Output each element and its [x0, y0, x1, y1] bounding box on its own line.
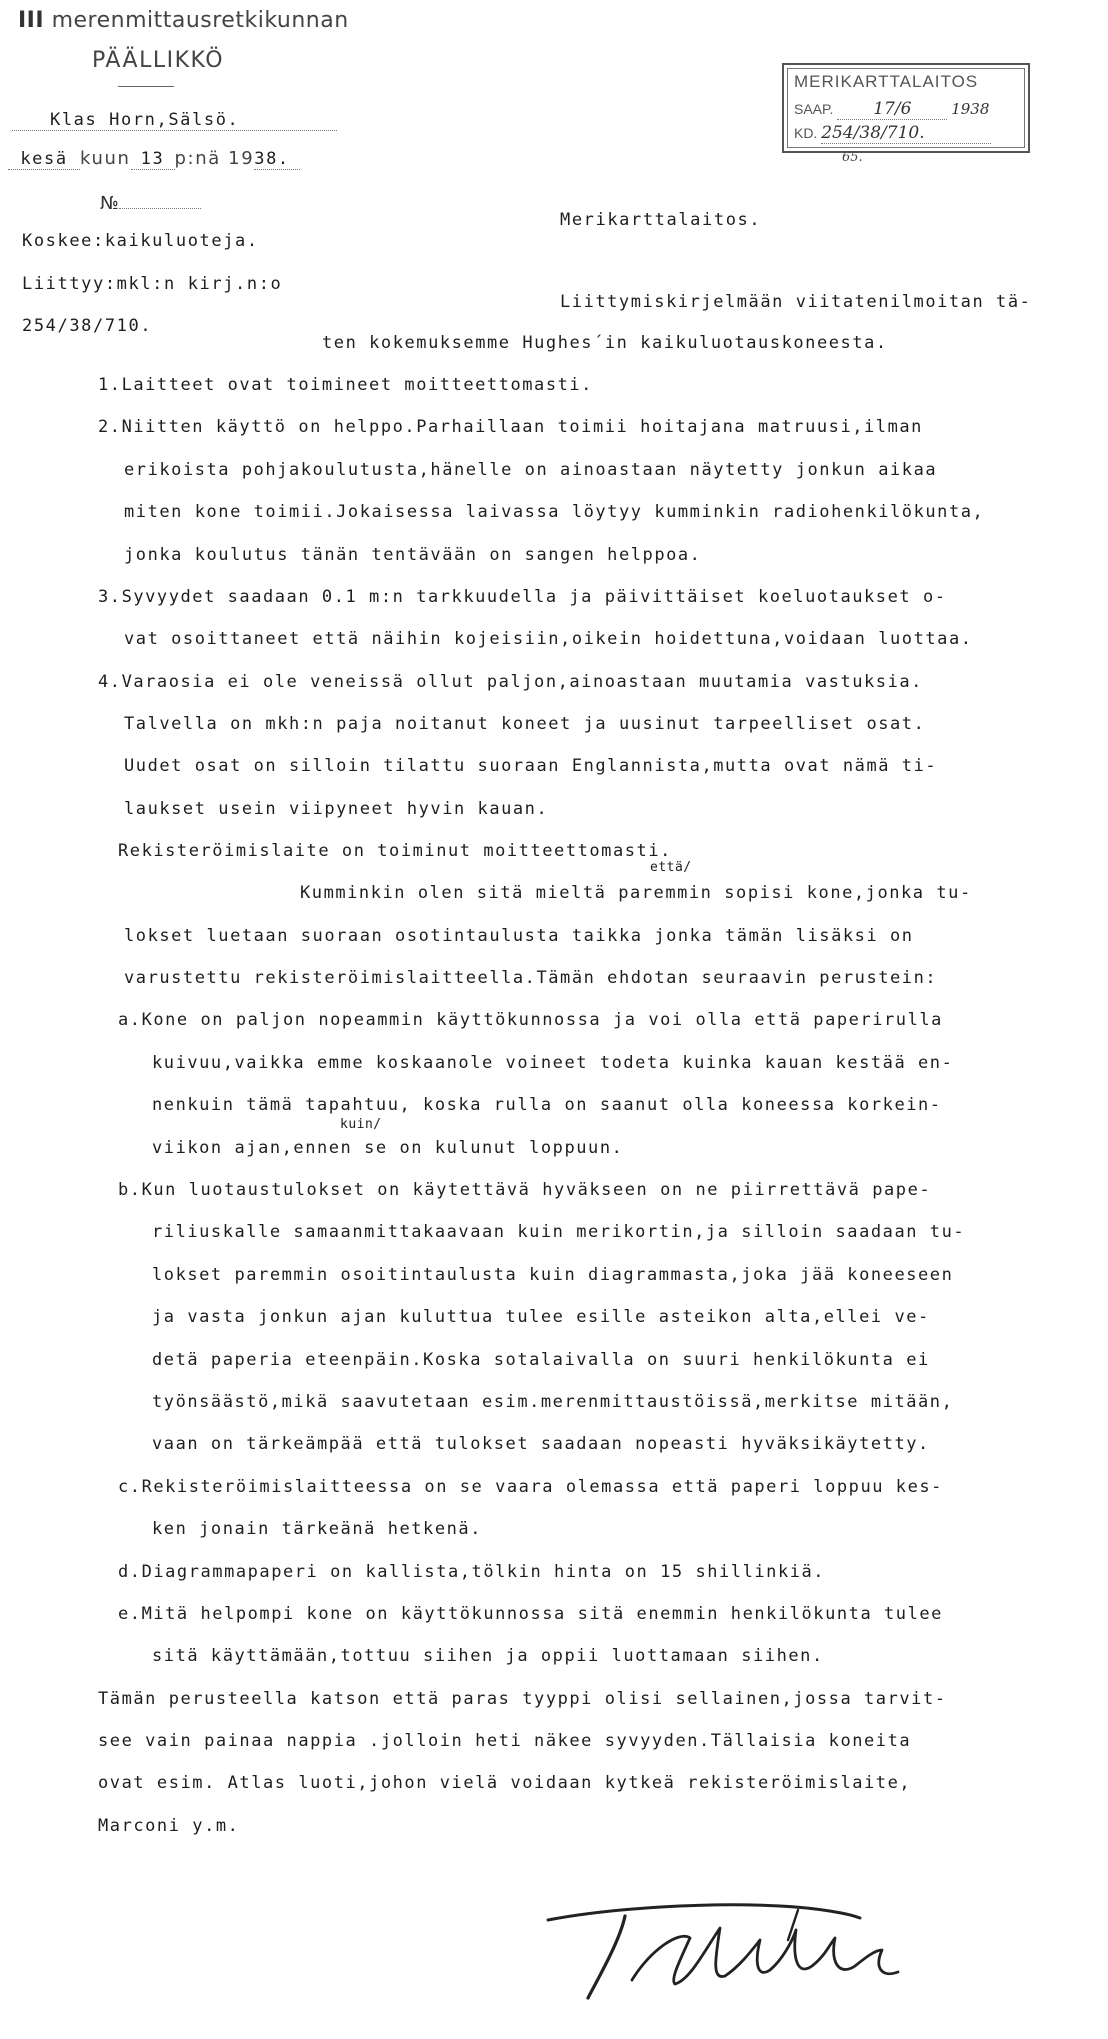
- body-line: a.Kone on paljon nopeammin käyttökunnossa ja voi olla että paperirulla: [118, 1010, 943, 1030]
- body-line: detä paperia eteenpäin.Koska sotalaivalla on suuri henkilökunta ei: [152, 1350, 930, 1370]
- body-line: Talvella on mkh:n paja noitanut koneet ja uusinut tarpeelliset osat.: [124, 714, 926, 734]
- letterhead-place: [12, 110, 337, 131]
- body-line: ten kokemuksemme Hughes´in kaikuluotauskoneesta.: [322, 333, 888, 353]
- body-line: ken jonain tärkeänä hetkenä.: [152, 1519, 482, 1539]
- letterhead-date: [8, 148, 300, 170]
- date-month: kesä: [8, 149, 80, 170]
- body-line: Rekisteröimislaite on toiminut moitteettomasti.: [118, 841, 672, 861]
- body-line: d.Diagrammapaperi on kallista,tölkin hinta on 15 shillinkiä.: [118, 1562, 826, 1582]
- date-pna-label: p:nä 19: [174, 148, 255, 169]
- body-line: Uudet osat on silloin tilattu suoraan Englannista,mutta ovat nämä ti-: [124, 756, 938, 776]
- body-line: erikoista pohjakoulutusta,hänelle on ainoastaan näytetty jonkun aikaa: [124, 460, 938, 480]
- date-day: 13: [131, 149, 175, 170]
- body-line: laukset usein viipyneet hyvin kauan.: [124, 799, 549, 819]
- body-line: see vain painaa nappia .jolloin heti näkee syvyyden.Tällaisia koneita: [98, 1731, 912, 1751]
- body-line: vat osoittaneet että näihin kojeisiin,oikein hoidettuna,voidaan luottaa.: [124, 629, 973, 649]
- body-line: 1.Laitteet ovat toimineet moitteettomasti.: [98, 375, 593, 395]
- body-line: Liittymiskirjelmään viitatenilmoitan tä-: [560, 292, 1032, 312]
- body-line: lokset luetaan suoraan osotintaulusta taikka jonka tämän lisäksi on: [124, 926, 914, 946]
- body-line: c.Rekisteröimislaitteessa on se vaara olemassa että paperi loppuu kes-: [118, 1477, 943, 1497]
- body-line: 2.Niitten käyttö on helppo.Parhaillaan toimii hoitajana matruusi,ilman: [98, 417, 923, 437]
- number-label: №: [100, 193, 119, 214]
- body-line: 3.Syvyydet saadaan 0.1 m:n tarkkuudella ja päivittäiset koeluotaukset o-: [98, 587, 947, 607]
- document-number: [100, 193, 201, 214]
- body-line: b.Kun luotaustulokset on käytettävä hyväkseen on ne piirrettävä pape-: [118, 1180, 932, 1200]
- body-line: ovat esim. Atlas luoti,johon vielä voidaan kytkeä rekisteröimislaite,: [98, 1773, 912, 1793]
- stamp-note: 65.: [842, 150, 863, 165]
- related-reference: Liittyy:mkl:n kirj.n:o: [22, 274, 283, 294]
- body-line: riliuskalle samaanmittakaavaan kuin merikortin,ja silloin saadaan tu-: [152, 1222, 966, 1242]
- date-year: 38.: [254, 149, 300, 170]
- letterhead-ornament: [118, 86, 174, 87]
- body-line: sitä käyttämään,tottuu siihen ja oppii luottamaan siihen.: [152, 1646, 824, 1666]
- interlinear-insertion: kuin/: [340, 1117, 382, 1132]
- interlinear-insertion: että/: [650, 860, 692, 875]
- stamp-kd-label: KD.: [794, 125, 818, 141]
- letterhead-title: PÄÄLLIKKÖ: [92, 48, 225, 73]
- body-line: vaan on tärkeämpää että tulokset saadaan nopeasti hyväksikäytetty.: [152, 1434, 930, 1454]
- body-line: Tämän perusteella katson että paras tyyppi olisi sellainen,jossa tarvit-: [98, 1689, 947, 1709]
- body-line: työnsäästö,mikä saavutetaan esim.merenmittaustöissä,merkitse mitään,: [152, 1392, 954, 1412]
- body-line: nenkuin tämä tapahtuu, koska rulla on saanut olla koneessa korkein-: [152, 1095, 942, 1115]
- place-text: Klas Horn,Sälsö.: [50, 110, 240, 130]
- stamp-saap: [794, 99, 989, 120]
- recipient: Merikarttalaitos.: [560, 210, 762, 230]
- body-line: kuivuu,vaikka emme koskaanole voineet todeta kuinka kauan kestää en-: [152, 1053, 954, 1073]
- body-line: lokset paremmin osoitintaulusta kuin diagrammasta,joka jää koneeseen: [152, 1265, 954, 1285]
- stamp-kd: [794, 123, 991, 144]
- received-stamp: [782, 63, 1030, 153]
- body-line: varustettu rekisteröimislaitteella.Tämän ehdotan seuraavin perustein:: [124, 968, 938, 988]
- stamp-kd-value: 254/38/710.: [821, 123, 991, 144]
- body-line: jonka koulutus tänän tentävään on sangen helppoa.: [124, 545, 702, 565]
- subject-line: Koskee:kaikuluoteja.: [22, 231, 259, 251]
- body-line: viikon ajan,ennen se on kulunut loppuun.: [152, 1138, 624, 1158]
- body-line: e.Mitä helpompi kone on käyttökunnossa sitä enemmin henkilökunta tulee: [118, 1604, 943, 1624]
- stamp-title: MERIKARTTALAITOS: [794, 72, 979, 91]
- body-line: miten kone toimii.Jokaisessa laivassa löytyy kumminkin radiohenkilökunta,: [124, 502, 985, 522]
- date-kuun-label: kuun: [80, 148, 131, 169]
- stamp-saap-value: 17/6: [837, 99, 947, 120]
- letterhead-org: III merenmittausretkikunnan: [18, 8, 349, 33]
- body-line: Kumminkin olen sitä mieltä paremmin sopisi kone,jonka tu-: [300, 883, 972, 903]
- body-line: 4.Varaosia ei ole veneissä ollut paljon,ainoastaan muutamia vastuksia.: [98, 672, 923, 692]
- stamp-saap-year: 1938: [951, 100, 990, 118]
- body-line: ja vasta jonkun ajan kuluttua tulee esille asteikon alta,ellei ve-: [152, 1307, 930, 1327]
- related-reference-number: 254/38/710.: [22, 316, 153, 336]
- stamp-saap-label: SAAP.: [794, 101, 834, 117]
- body-line: Marconi y.m.: [98, 1816, 240, 1836]
- signature: [530, 1880, 940, 2010]
